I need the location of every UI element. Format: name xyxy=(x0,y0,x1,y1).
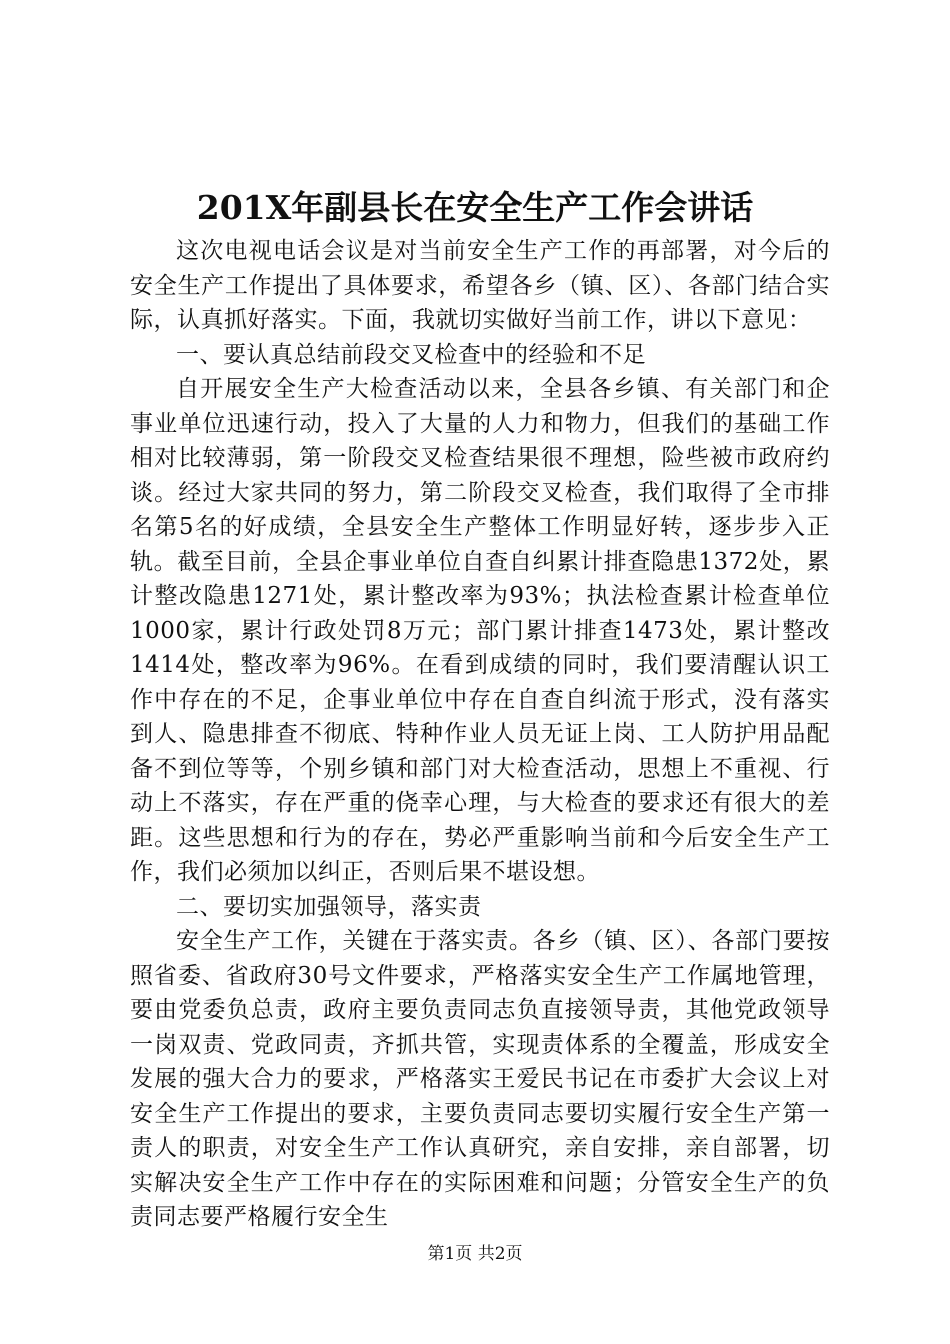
document-title: 201X年副县长在安全生产工作会讲话 xyxy=(196,188,754,227)
section-heading-2: 二、要切实加强领导，落实责 xyxy=(176,893,482,920)
section-heading-1: 一、要认真总结前段交叉检查中的经验和不足 xyxy=(176,341,646,368)
paragraph-section-1: 自开展安全生产大检查活动以来，全县各乡镇、有关部门和企事业单位迅速行动，投入了大量的人力和物力，但我们的基础工作相对比较薄弱，第一阶段交叉检查结果很不理想，险些被市政府约谈。经过大家共同的努力，第二阶段交叉检查，我们取得了全市排名第5名的好成绩，全县安全生产整体工作明显好转，逐步步入正轨。截至目前，全县企事业单位自查自纠累计排查隐患1372处，累计整改隐患1271处，累计整改率为93%；执法检查累计检查单位1000家，累计行政处罚8万元；部门累计排查1473处，累计整改1414处，整改率为96%。在看到成绩的同时，我们要清醒认识工作中存在的不足，企事业单位中存在自查自纠流于形式，没有落实到人、隐患排查不彻底、特种作业人员无证上岗、工人防护用品配备不到位等等，个别乡镇和部门对大检查活动，思想上不重视、行动上不落实，存在严重的侥幸心理，与大检查的要求还有很大的差距。这些思想和行为的存在，势必严重影响当前和今后安全生产工作，我们必须加以纠正，否则后果不堪设想。 xyxy=(130,376,830,885)
document-body xyxy=(130,234,830,1235)
paragraph-section-2: 安全生产工作，关键在于落实责。各乡（镇、区）、各部门要按照省委、省政府30号文件要求，严格落实安全生产工作属地管理，要由党委负总责，政府主要负责同志负直接领导责，其他党政领导一岗双责、党政同责，齐抓共管，实现责体系的全覆盖，形成安全发展的强大合力的要求，严格落实王爱民书记在市委扩大会议上对安全生产工作提出的要求，主要负责同志要切实履行安全生产第一责人的职责，对安全生产工作认真研究，亲自安排，亲自部署，切实解决安全生产工作中存在的实际困难和问题；分管安全生产的负责同志要严格履行安全生 xyxy=(130,928,830,1230)
page-footer: 第1页 共2页 xyxy=(427,1244,523,1264)
paragraph-intro: 这次电视电话会议是对当前安全生产工作的再部署，对今后的安全生产工作提出了具体要求，希望各乡（镇、区）、各部门结合实际，认真抓好落实。下面，我就切实做好当前工作，讲以下意见： xyxy=(130,238,830,333)
